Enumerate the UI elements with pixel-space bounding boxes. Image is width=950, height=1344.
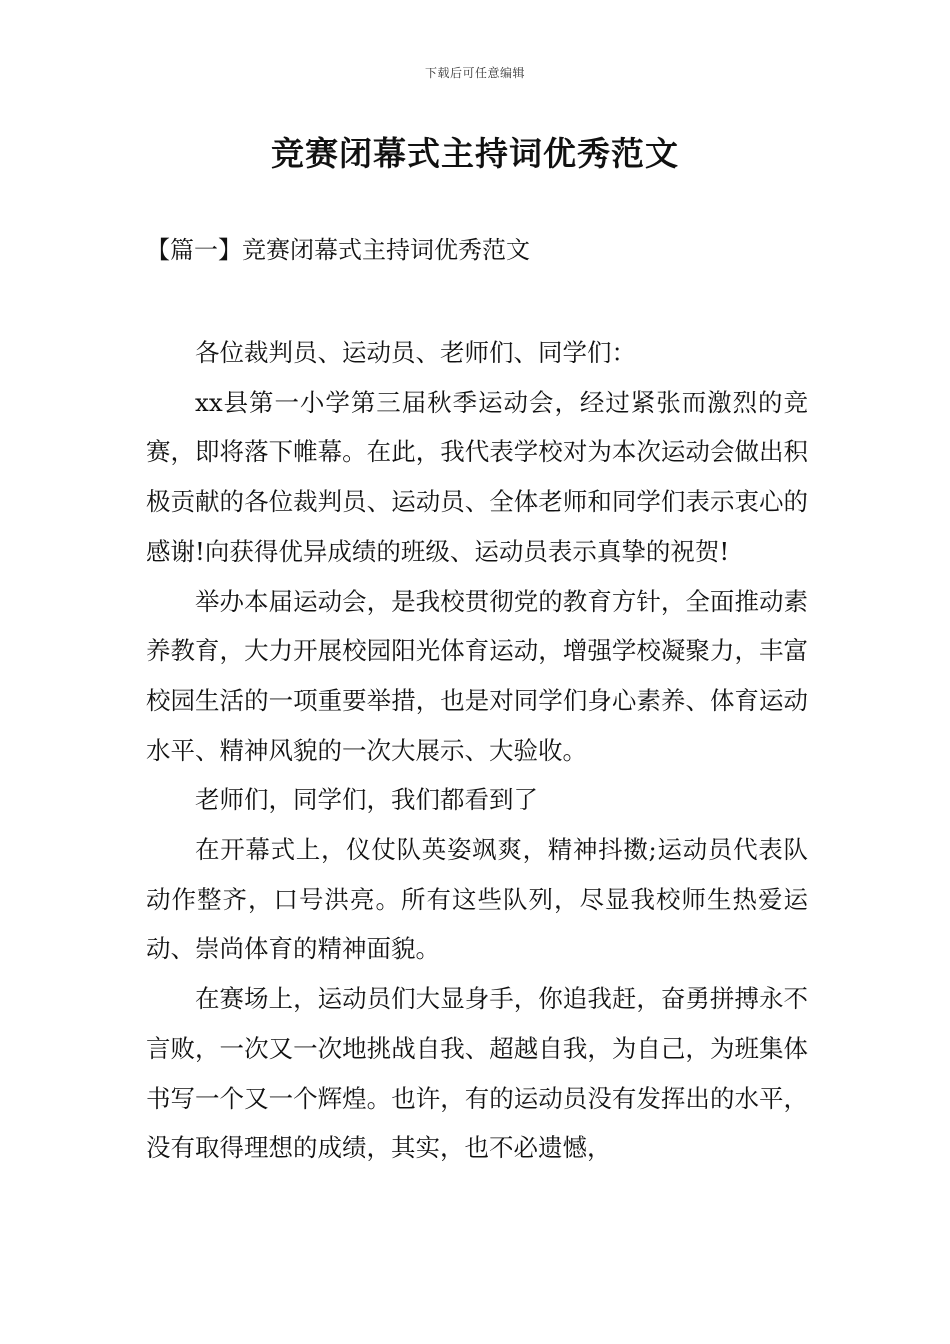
paragraph: 老师们，同学们，我们都看到了 xyxy=(195,785,538,815)
paragraph: xx县第一小学第三届秋季运动会，经过紧张而激烈的竞赛，即将落下帷幕。在此，我代表学校对为本次运动会做出积极贡献的各位裁判员、运动员、全体老师和同学们表示衷心的感谢!向获得优异成绩的班级、运动员表示真挚的祝贺! xyxy=(146,387,808,566)
paragraph: 举办本届运动会，是我校贯彻党的教育方针，全面推动素养教育，大力开展校园阳光体育运动，增强学校凝聚力，丰富校园生活的一项重要举措，也是对同学们身心素养、体育运动水平、精神风貌的一次大展示、大验收。 xyxy=(146,586,808,765)
body-text xyxy=(146,328,808,1173)
paragraph: 在赛场上，运动员们大显身手，你追我赶，奋勇拼搏永不言败，一次又一次地挑战自我、超越自我，为自己，为班集体书写一个又一个辉煌。也许，有的运动员没有发挥出的水平，没有取得理想的成绩，其实，也不必遗憾， xyxy=(146,984,808,1163)
section-heading: 【篇一】竞赛闭幕式主持词优秀范文 xyxy=(146,236,530,264)
paragraph: 在开幕式上，仪仗队英姿飒爽，精神抖擞;运动员代表队动作整齐，口号洪亮。所有这些队列，尽显我校师生热爱运动、崇尚体育的精神面貌。 xyxy=(146,835,808,964)
paragraph-salutation: 各位裁判员、运动员、老师们、同学们： xyxy=(195,338,636,367)
document-title: 竞赛闭幕式主持词优秀范文 xyxy=(271,134,679,173)
header-note: 下载后可任意编辑 xyxy=(424,66,525,80)
